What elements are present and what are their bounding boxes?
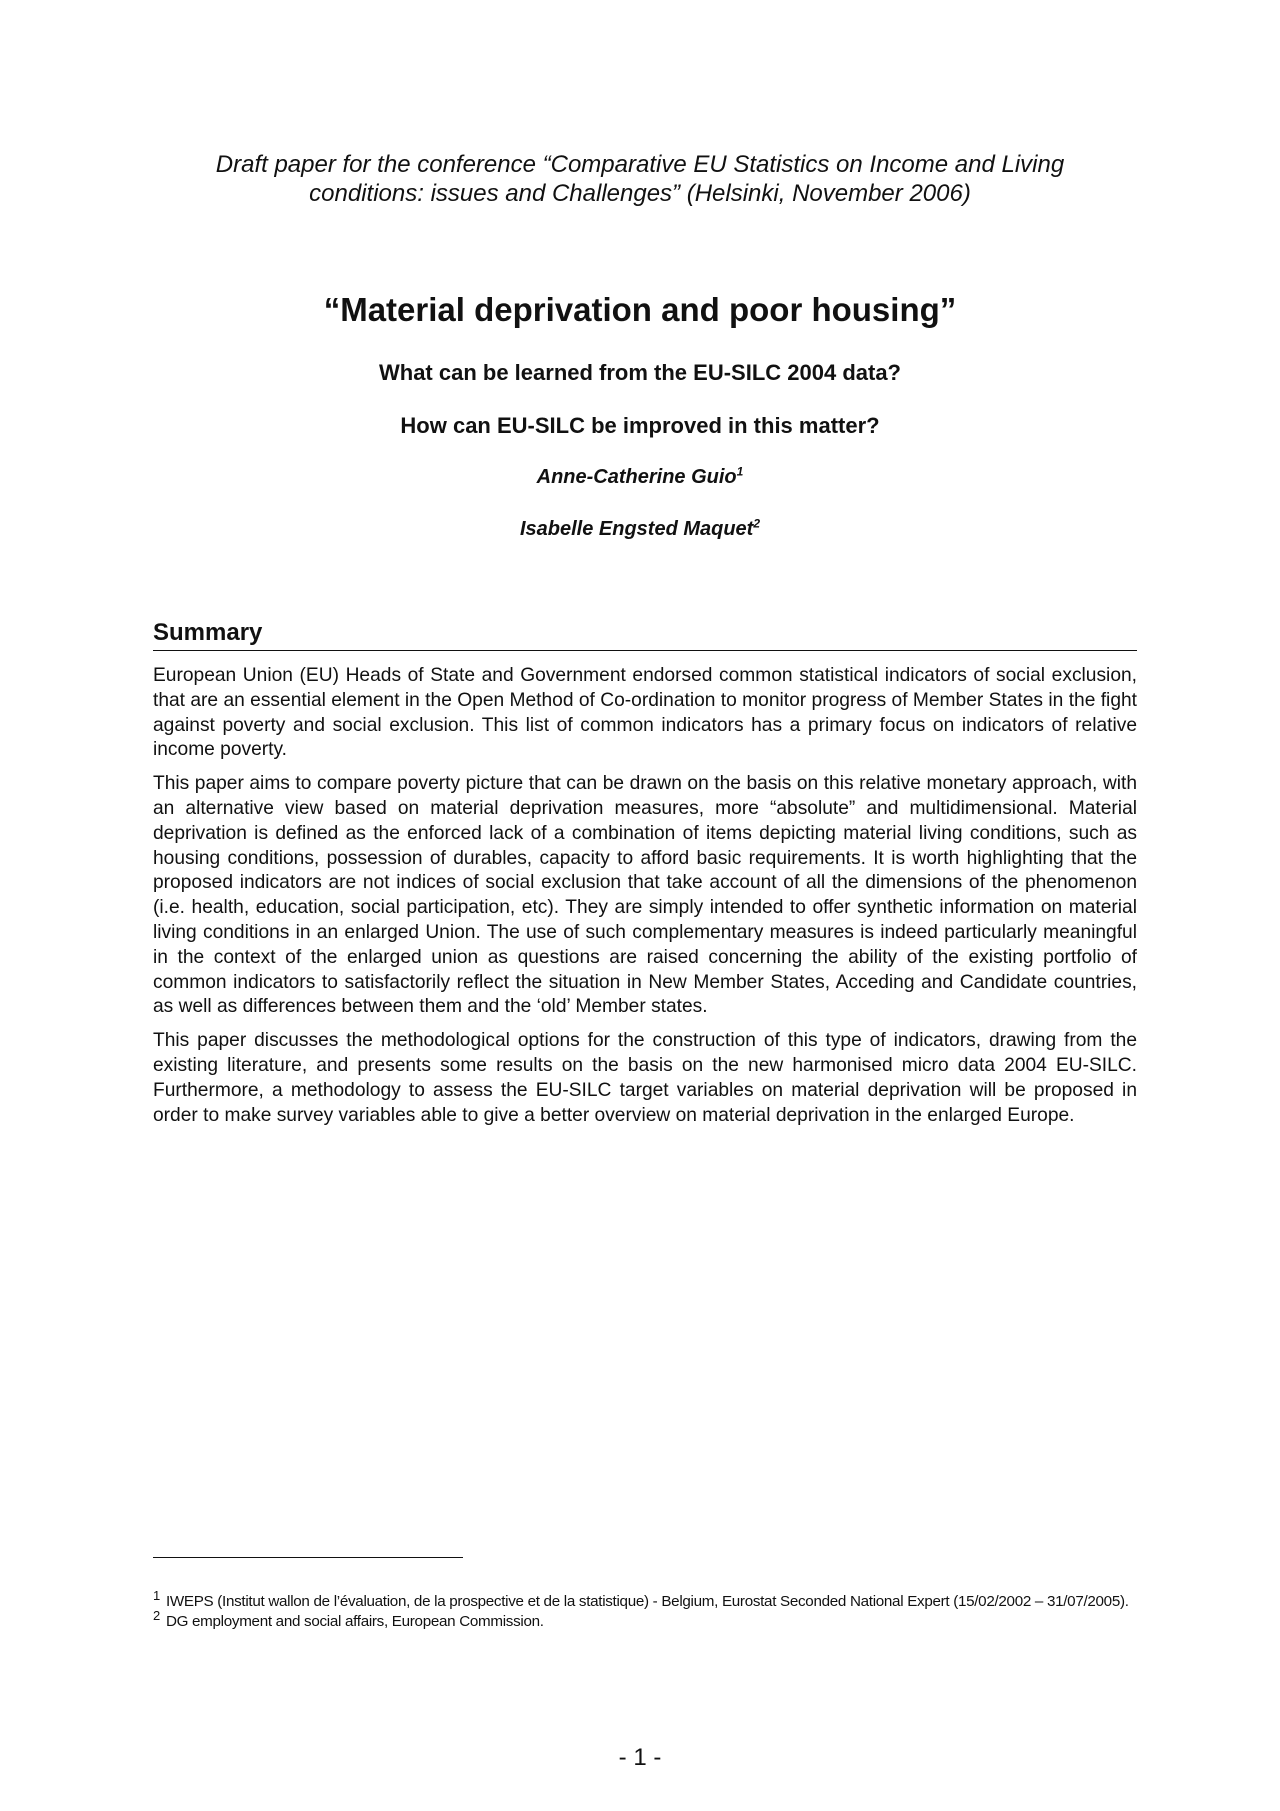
page-number: - 1 - bbox=[618, 1744, 662, 1771]
summary-paragraph-3: This paper discusses the methodological options for the construction of this type of indicators, drawing from the existing literature, and presents some results on the basis on the new harmonised micro data 2004 EU-SILC. Furthermore, a methodology to assess the EU-SILC target variables on material deprivation will be proposed in order to make survey variables able to give a better overview on material deprivation in the enlarged Europe. bbox=[153, 1030, 1137, 1126]
footnote-1-mark: 1 bbox=[153, 1587, 160, 1603]
author-1 bbox=[140, 465, 1140, 489]
footnote-1-text: IWEPS (Institut wallon de l’évaluation, de la prospective et de la statistique) - Belgium, Eurostat Seconded National Expert (15/02/2002 – 31/07/2005). bbox=[165, 1593, 1129, 1610]
footnotes bbox=[153, 1587, 1137, 1632]
author-2-footnote-mark[interactable]: 2 bbox=[753, 516, 761, 531]
footnote-separator bbox=[153, 1557, 463, 1558]
footnote-2-mark: 2 bbox=[153, 1607, 160, 1623]
summary-paragraph-2: This paper aims to compare poverty picture that can be drawn on the basis on this relative monetary approach, with an alternative view based on material deprivation measures, more “absolute” and multidimensional. Material deprivation is defined as the enforced lack of a combination of items depicting material living conditions, such as housing conditions, possession of durables, capacity to afford basic requirements. It is worth highlighting that the proposed indicators are not indices of social exclusion that take account of all the dimensions of the phenomenon (i.e. health, education, social participation, etc). They are simply intended to offer synthetic information on material living conditions in an enlarged Union. The use of such complementary measures is indeed particularly meaningful in the context of the enlarged union as questions are raised concerning the ability of the existing portfolio of common indicators to satisfactorily reflect the situation in New Member States, Acceding and Candidate countries, as well as differences between them and the ‘old’ Member states. bbox=[153, 773, 1137, 1018]
author-1-footnote-mark[interactable]: 1 bbox=[736, 464, 744, 479]
footnote-2-text: DG employment and social affairs, European Commission. bbox=[165, 1613, 544, 1630]
subtitle-question-1: What can be learned from the EU-SILC 2004 data? bbox=[378, 360, 901, 385]
author-2 bbox=[140, 517, 1140, 541]
author-2-name: Isabelle Engsted Maquet bbox=[519, 518, 754, 540]
subtitle-question-2: How can EU-SILC be improved in this matter? bbox=[400, 413, 880, 438]
conference-note-line-1: Draft paper for the conference “Comparative EU Statistics on Income and Living bbox=[215, 151, 1065, 178]
paper-title: “Material deprivation and poor housing” bbox=[323, 291, 957, 328]
footnote-2 bbox=[153, 1607, 1137, 1632]
summary-body bbox=[153, 664, 1137, 1137]
footnote-1 bbox=[153, 1587, 1137, 1612]
author-1-name: Anne-Catherine Guio bbox=[536, 466, 737, 488]
conference-note bbox=[140, 150, 1140, 208]
conference-note-line-2: conditions: issues and Challenges” (Helsinki, November 2006) bbox=[309, 180, 971, 207]
summary-heading: Summary bbox=[153, 618, 1137, 651]
summary-paragraph-1: European Union (EU) Heads of State and Government endorsed common statistical indicators of social exclusion, that are an essential element in the Open Method of Co-ordination to monitor progress of Member States in the fight against poverty and social exclusion. This list of common indicators has a primary focus on indicators of relative income poverty. bbox=[153, 665, 1137, 761]
